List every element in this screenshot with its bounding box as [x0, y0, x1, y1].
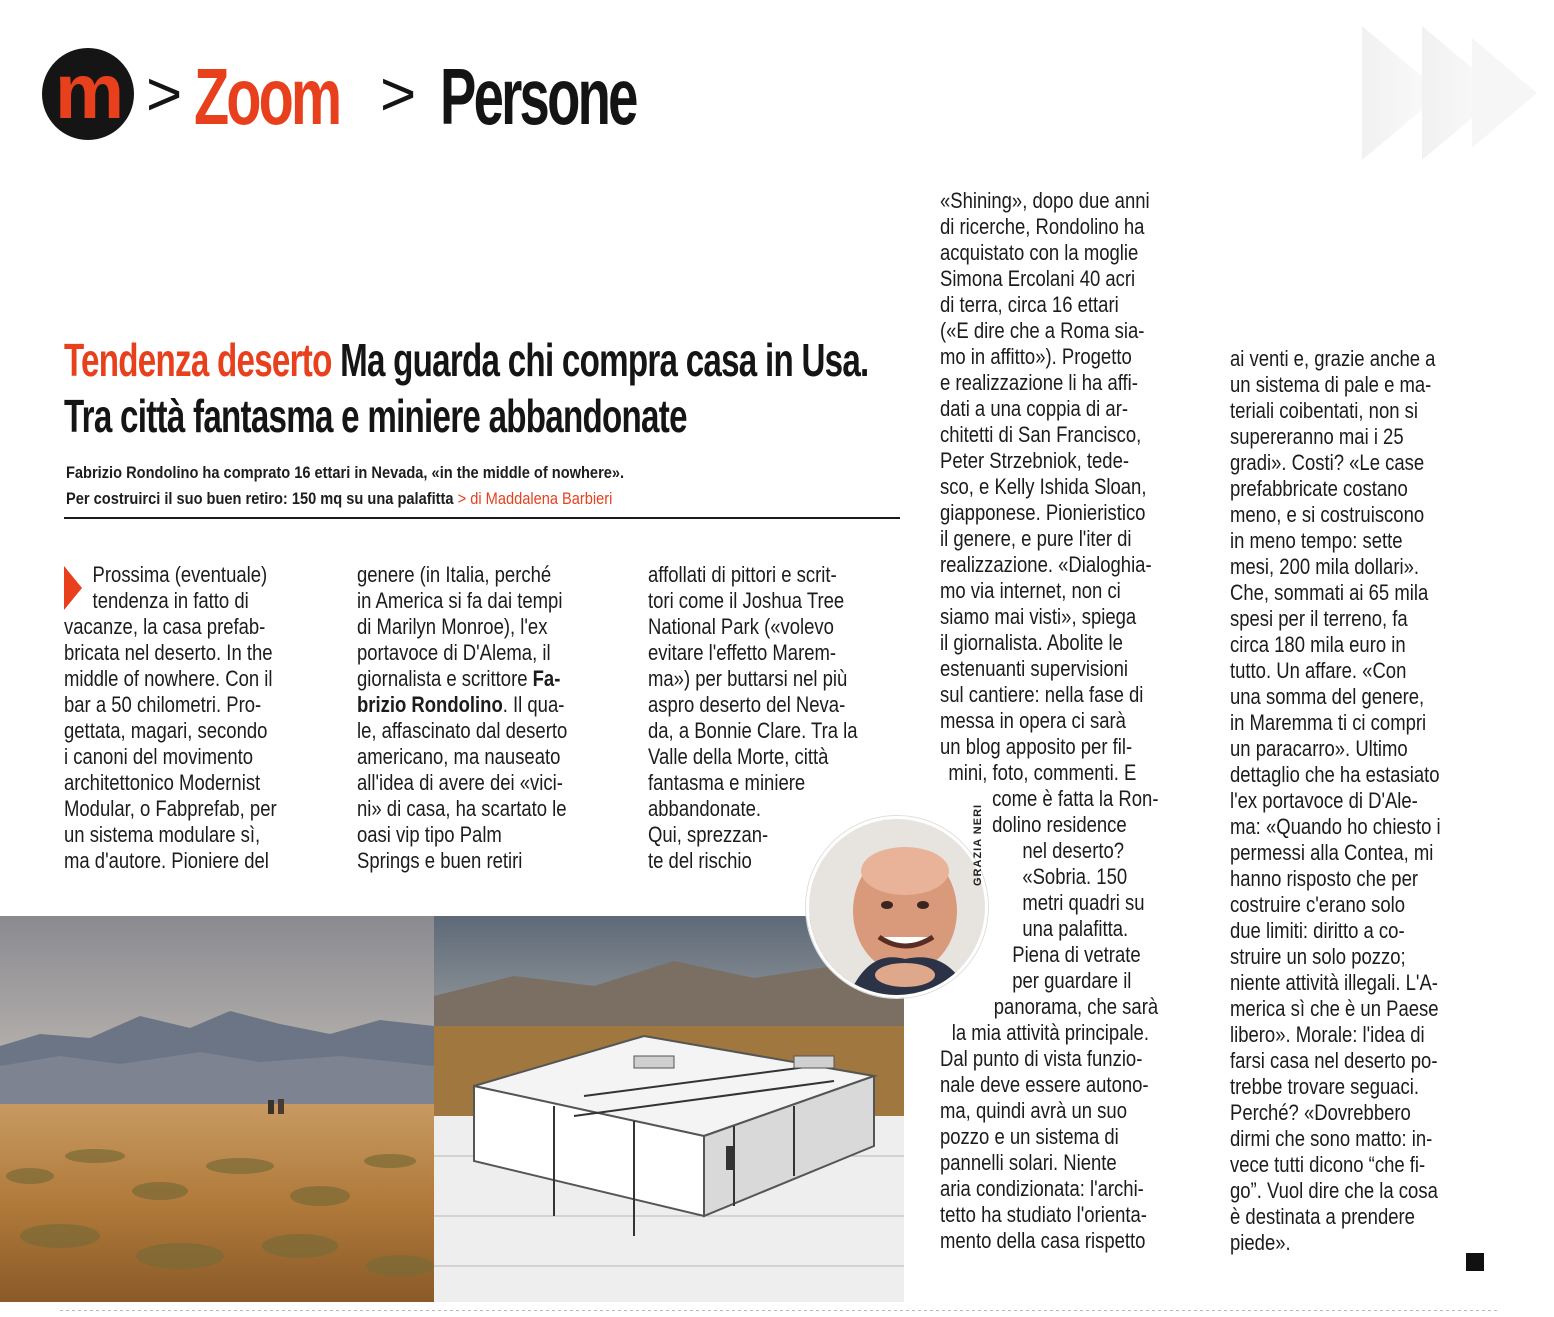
page-bottom-divider: [60, 1310, 1500, 1311]
text-line: trebbe trovare seguaci.: [1230, 1074, 1420, 1099]
text-line: di terra, circa 16 ettari: [940, 292, 1119, 317]
text-line: e realizzazione li ha affi-: [940, 370, 1138, 395]
text-line: costruire c'erano solo: [1230, 892, 1406, 917]
standfirst: [66, 460, 909, 512]
text-line: Qui, sprezzan-: [648, 822, 769, 847]
text-line: piede».: [1230, 1230, 1291, 1255]
text-line: panorama, che sarà: [993, 994, 1159, 1019]
text-line: sul cantiere: nella fase di: [940, 682, 1144, 707]
text-line: nale deve essere autono-: [940, 1072, 1149, 1097]
text-line: aria condizionata: l'archi-: [940, 1176, 1144, 1201]
text-line: gettata, magari, secondo: [64, 718, 268, 743]
breadcrumb-subsection: Persone: [440, 52, 636, 141]
prefab-house-render: [434, 916, 904, 1302]
text-line: circa 180 mila euro in: [1230, 632, 1406, 657]
desert-landscape-photo: [0, 916, 434, 1302]
text-line: hanno risposto che per: [1230, 866, 1419, 891]
text-line: Prossima (eventuale): [92, 562, 268, 587]
text-line: mo via internet, non ci: [940, 578, 1121, 603]
text-line: tetto ha studiato l'orienta-: [940, 1202, 1147, 1227]
text-line: «Sobria. 150: [1022, 864, 1128, 889]
body-column-1: [64, 562, 277, 874]
text-line: pozzo e un sistema di: [940, 1124, 1119, 1149]
text-line: fantasma e miniere: [648, 770, 806, 795]
text-line: vece tutti dicono “che fi-: [1230, 1152, 1426, 1177]
body-column-3: [648, 562, 858, 874]
text-line: mo in affitto»). Progetto: [940, 344, 1132, 369]
text-line: un paracarro». Ultimo: [1230, 736, 1408, 761]
text-line: dati a una coppia di ar-: [940, 396, 1129, 421]
text-line: permessi alla Contea, mi: [1230, 840, 1434, 865]
text-line: merica sì che è un Paese: [1230, 996, 1439, 1021]
text-line: dolino residence: [992, 812, 1127, 837]
text-line: portavoce di D'Alema, il: [357, 640, 551, 665]
text-line: Springs e buen retiri: [357, 848, 523, 873]
headline-divider: [64, 517, 900, 519]
text-line: siamo mai visti», spiega: [940, 604, 1137, 629]
text-line: sco, e Kelly Ishida Sloan,: [940, 474, 1147, 499]
text-line: middle of nowhere. Con il: [64, 666, 273, 691]
text-line: Piena di vetrate: [1012, 942, 1141, 967]
text-line: architettonico Modernist: [64, 770, 261, 795]
text-line: supereranno mai i 25: [1230, 424, 1404, 449]
byline: > di Maddalena Barbieri: [457, 489, 613, 508]
text-line: acquistato con la moglie: [940, 240, 1139, 265]
text-line: in meno tempo: sette: [1230, 528, 1403, 553]
body-column-4: [940, 188, 1158, 1254]
text-line: mini, foto, commenti. E: [948, 760, 1137, 785]
text-line: tendenza in fatto di: [92, 588, 249, 613]
text-line: un blog apposito per fil-: [940, 734, 1133, 759]
text-line: prefabbricate costano: [1230, 476, 1408, 501]
body-column-5: [1230, 346, 1441, 1256]
text-line: gradi». Costi? «Le case: [1230, 450, 1425, 475]
text-line: di ricerche, Rondolino ha: [940, 214, 1145, 239]
standfirst-line: Fabrizio Rondolino ha comprato 16 ettari in Nevada, «in the middle of nowhere».: [66, 463, 625, 482]
text-line: ma, quindi avrà un suo: [940, 1098, 1127, 1123]
text-line: bar a 50 chilometri. Pro-: [64, 692, 262, 717]
text-line: oasi vip tipo Palm: [357, 822, 502, 847]
text-line: metri quadri su: [1022, 890, 1145, 915]
body-column-2: [357, 562, 567, 874]
person-portrait-image: [809, 819, 985, 995]
text-line: per guardare il: [1012, 968, 1132, 993]
text-line: in Maremma ti ci compri: [1230, 710, 1427, 735]
text-line: chitetti di San Francisco,: [940, 422, 1142, 447]
text-line: ai venti e, grazie anche a: [1230, 346, 1436, 371]
breadcrumb-separator: >: [146, 60, 183, 129]
text-line: in America si fa dai tempi: [357, 588, 563, 613]
text-line: meno, e si costruiscono: [1230, 502, 1425, 527]
text-line: due limiti: diritto a co-: [1230, 918, 1405, 943]
logo-letter: m: [54, 47, 122, 135]
text-line: una palafitta.: [1022, 916, 1129, 941]
text-line: Valle della Morte, città: [648, 744, 829, 769]
text-line: ma») per buttarsi nel più: [648, 666, 848, 691]
headline-kicker: Tendenza deserto: [64, 334, 332, 386]
text-line: messa in opera ci sarà: [940, 708, 1126, 733]
text-line: ma d'autore. Pioniere del: [64, 848, 269, 873]
text-line: farsi casa nel deserto po-: [1230, 1048, 1438, 1073]
text-line: da, a Bonnie Clare. Tra la: [648, 718, 858, 743]
text-line: estenuanti supervisioni: [940, 656, 1129, 681]
text-line: è destinata a prendere: [1230, 1204, 1415, 1229]
text-line: teriali coibentati, non si: [1230, 398, 1418, 423]
text-line: mento della casa rispetto: [940, 1228, 1146, 1253]
text-line: brizio Rondolino. Il qua-: [357, 692, 565, 717]
text-line: di Marilyn Monroe), l'ex: [357, 614, 548, 639]
text-line: libero». Morale: l'idea di: [1230, 1022, 1425, 1047]
text-line: affollati di pittori e scrit-: [648, 562, 837, 587]
text-line: il genere, e pure l'iter di: [940, 526, 1132, 551]
text-line: Simona Ercolani 40 acri: [940, 266, 1136, 291]
text-line: Che, sommati ai 65 mila: [1230, 580, 1429, 605]
text-line: Modular, o Fabprefab, per: [64, 796, 277, 821]
double-chevron-icon: [1352, 18, 1542, 168]
text-line: le, affascinato dal deserto: [357, 718, 568, 743]
text-line: niente attività illegali. L'A-: [1230, 970, 1438, 995]
text-line: evitare l'effetto Marem-: [648, 640, 837, 665]
text-line: l'ex portavoce di D'Ale-: [1230, 788, 1418, 813]
text-line: dirmi che sono matto: in-: [1230, 1126, 1433, 1151]
text-line: te del rischio: [648, 848, 752, 873]
text-line: come è fatta la Ron-: [992, 786, 1159, 811]
text-line: Perché? «Dovrebbero: [1230, 1100, 1411, 1125]
text-line: go”. Vuol dire che la cosa: [1230, 1178, 1438, 1203]
text-line: abbandonate.: [648, 796, 762, 821]
portrait-photo: [806, 816, 988, 998]
text-line: i canoni del movimento: [64, 744, 254, 769]
text-line: tori come il Joshua Tree: [648, 588, 845, 613]
text-line: all'idea di avere dei «vici-: [357, 770, 563, 795]
text-line: realizzazione. «Dialoghia-: [940, 552, 1152, 577]
end-square-icon: [1466, 1253, 1484, 1271]
text-line: ni» di casa, ha scartato le: [357, 796, 567, 821]
text-line: giornalista e scrittore Fa-: [357, 666, 561, 691]
text-line: genere (in Italia, perché: [357, 562, 552, 587]
text-line: tutto. Un affare. «Con: [1230, 658, 1407, 683]
text-line: pannelli solari. Niente: [940, 1150, 1117, 1175]
headline-text: Ma guarda chi compra casa in Usa. Tra città fantasma e miniere abbandonate: [64, 334, 869, 442]
text-line: dettaglio che ha estasiato: [1230, 762, 1440, 787]
text-line: spesi per il terreno, fa: [1230, 606, 1408, 631]
text-line: bricata nel deserto. In the: [64, 640, 273, 665]
text-line: mesi, 200 mila dollari».: [1230, 554, 1419, 579]
text-line: Peter Strzebniok, tede-: [940, 448, 1130, 473]
magazine-logo: [42, 48, 134, 140]
text-line: vacanze, la casa prefab-: [64, 614, 266, 639]
text-line: struire un solo pozzo;: [1230, 944, 1406, 969]
standfirst-line: Per costruirci il suo buen retiro: 150 mq su una palafitta: [66, 489, 454, 508]
text-line: ma: «Quando ho chiesto i: [1230, 814, 1441, 839]
breadcrumb-section: Zoom: [194, 52, 340, 141]
photo-credit: GRAZIA NERI: [972, 803, 984, 886]
breadcrumb-separator: >: [380, 60, 417, 129]
text-line: un sistema di pale e ma-: [1230, 372, 1432, 397]
headline: [64, 332, 914, 444]
text-line: National Park («volevo: [648, 614, 834, 639]
text-line: «Shining», dopo due anni: [940, 188, 1150, 213]
text-line: («E dire che a Roma sia-: [940, 318, 1145, 343]
text-line: una somma del genere,: [1230, 684, 1425, 709]
text-line: la mia attività principale.: [951, 1020, 1149, 1045]
text-line: giapponese. Pionieristico: [940, 500, 1146, 525]
text-line: nel deserto?: [1022, 838, 1125, 863]
text-line: aspro deserto del Neva-: [648, 692, 846, 717]
text-line: un sistema modulare sì,: [64, 822, 261, 847]
text-line: americano, ma nauseato: [357, 744, 561, 769]
text-line: Dal punto di vista funzio-: [940, 1046, 1143, 1071]
text-line: il giornalista. Abolite le: [940, 630, 1123, 655]
